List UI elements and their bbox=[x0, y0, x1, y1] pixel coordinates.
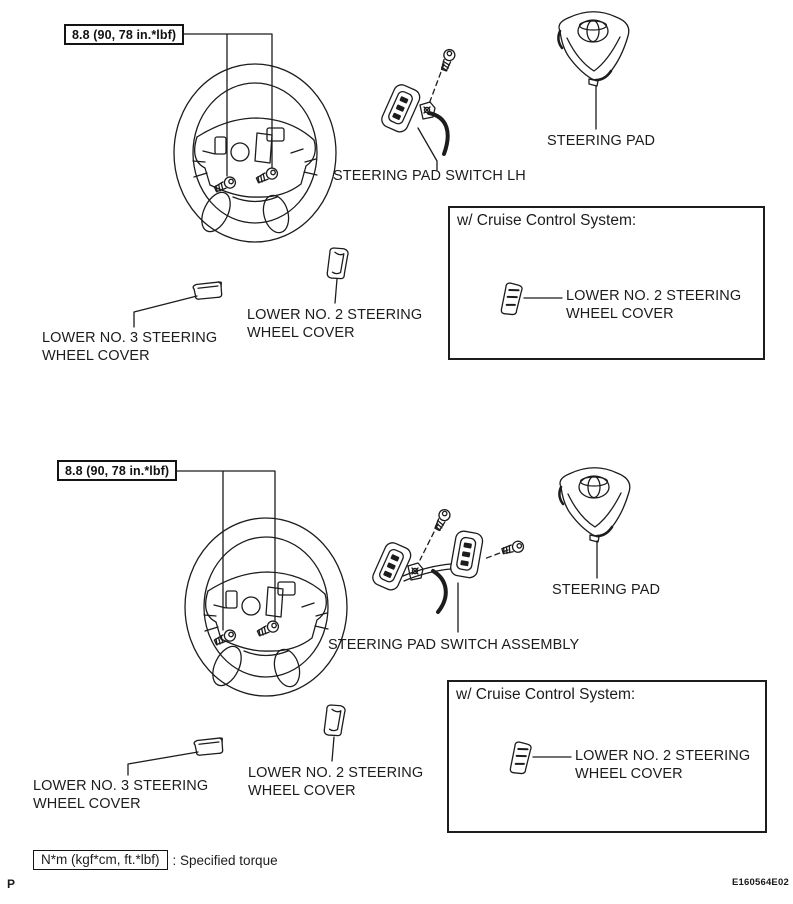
label-line-1: LOWER NO. 3 STEERING bbox=[42, 330, 218, 346]
switch-wire bbox=[429, 113, 448, 154]
pad-switch-lh-drawing bbox=[370, 540, 413, 592]
torque-legend bbox=[33, 850, 278, 870]
steering-pad-switch-lh-label: STEERING PAD SWITCH LH bbox=[333, 168, 526, 184]
figure-code: E160564E02 bbox=[732, 877, 789, 888]
label-line-1: LOWER NO. 2 STEERING bbox=[575, 748, 751, 764]
label-line-2: WHEEL COVER bbox=[566, 306, 674, 322]
label-line-2: WHEEL COVER bbox=[42, 348, 150, 364]
screw-dashed-leader-right bbox=[484, 550, 508, 559]
wheel-bolt-right bbox=[255, 166, 279, 185]
lower-no2-leader bbox=[332, 737, 334, 761]
pad-switch-rh-drawing bbox=[449, 530, 483, 579]
steering-wheel-drawing bbox=[174, 64, 336, 242]
cruise-lower-no2-label bbox=[566, 287, 741, 323]
label-line-2: WHEEL COVER bbox=[575, 766, 683, 782]
lower-no2-cover-label bbox=[247, 306, 422, 342]
steering-pad-switch-assembly-label: STEERING PAD SWITCH ASSEMBLY bbox=[328, 637, 580, 653]
lower-no2-leader bbox=[335, 279, 337, 303]
cruise-control-title: w/ Cruise Control System: bbox=[456, 686, 636, 703]
switch-bracket-drawing bbox=[420, 102, 435, 119]
page-mark: P bbox=[7, 877, 16, 891]
steering-pad-label: STEERING PAD bbox=[547, 133, 656, 149]
lower-no3-cover-drawing bbox=[193, 279, 225, 302]
cruise-lower-no2-label bbox=[575, 747, 750, 783]
label-line-2: WHEEL COVER bbox=[247, 325, 355, 341]
lower-no3-leader bbox=[134, 296, 197, 327]
label-line-2: WHEEL COVER bbox=[33, 796, 141, 812]
steering-pad-drawing bbox=[559, 468, 629, 542]
screw-dashed-leader-left bbox=[420, 524, 438, 560]
switch-wire bbox=[433, 571, 446, 612]
label-line-1: LOWER NO. 2 STEERING bbox=[247, 307, 423, 323]
lower-no2-cover-drawing bbox=[325, 246, 348, 280]
loose-screw-right bbox=[501, 540, 525, 557]
cruise-control-title: w/ Cruise Control System: bbox=[457, 212, 637, 229]
lower-no3-cover-label bbox=[33, 777, 208, 813]
steering-pad-drawing bbox=[558, 12, 628, 86]
lower-no2-cover-label bbox=[248, 764, 423, 800]
torque-callout-lines bbox=[175, 34, 272, 176]
lower-no3-leader bbox=[128, 752, 198, 775]
wheel-bolt-right bbox=[256, 619, 280, 638]
label-line-1: LOWER NO. 3 STEERING bbox=[33, 778, 209, 794]
torque-legend-text: : Specified torque bbox=[172, 852, 278, 868]
torque-callout-lines bbox=[168, 471, 275, 630]
label-line-1: LOWER NO. 2 STEERING bbox=[566, 288, 742, 304]
switch-leader-line bbox=[418, 128, 437, 170]
steering-pad-label: STEERING PAD bbox=[552, 582, 661, 598]
lower-no2-cover-drawing bbox=[322, 703, 345, 737]
torque-legend-box: N*m (kgf*cm, ft.*lbf) bbox=[33, 850, 168, 870]
pad-switch-lh-drawing bbox=[379, 82, 422, 134]
steering-wheel-drawing bbox=[185, 518, 347, 696]
label-line-2: WHEEL COVER bbox=[248, 783, 356, 799]
lower-no3-cover-label bbox=[42, 329, 217, 365]
lower-no3-cover-drawing bbox=[194, 735, 226, 758]
loose-screw bbox=[439, 48, 457, 72]
torque-spec-callout: 8.8 (90, 78 in.*lbf) bbox=[64, 24, 184, 45]
torque-spec-callout: 8.8 (90, 78 in.*lbf) bbox=[57, 460, 177, 481]
label-line-1: LOWER NO. 2 STEERING bbox=[248, 765, 424, 781]
